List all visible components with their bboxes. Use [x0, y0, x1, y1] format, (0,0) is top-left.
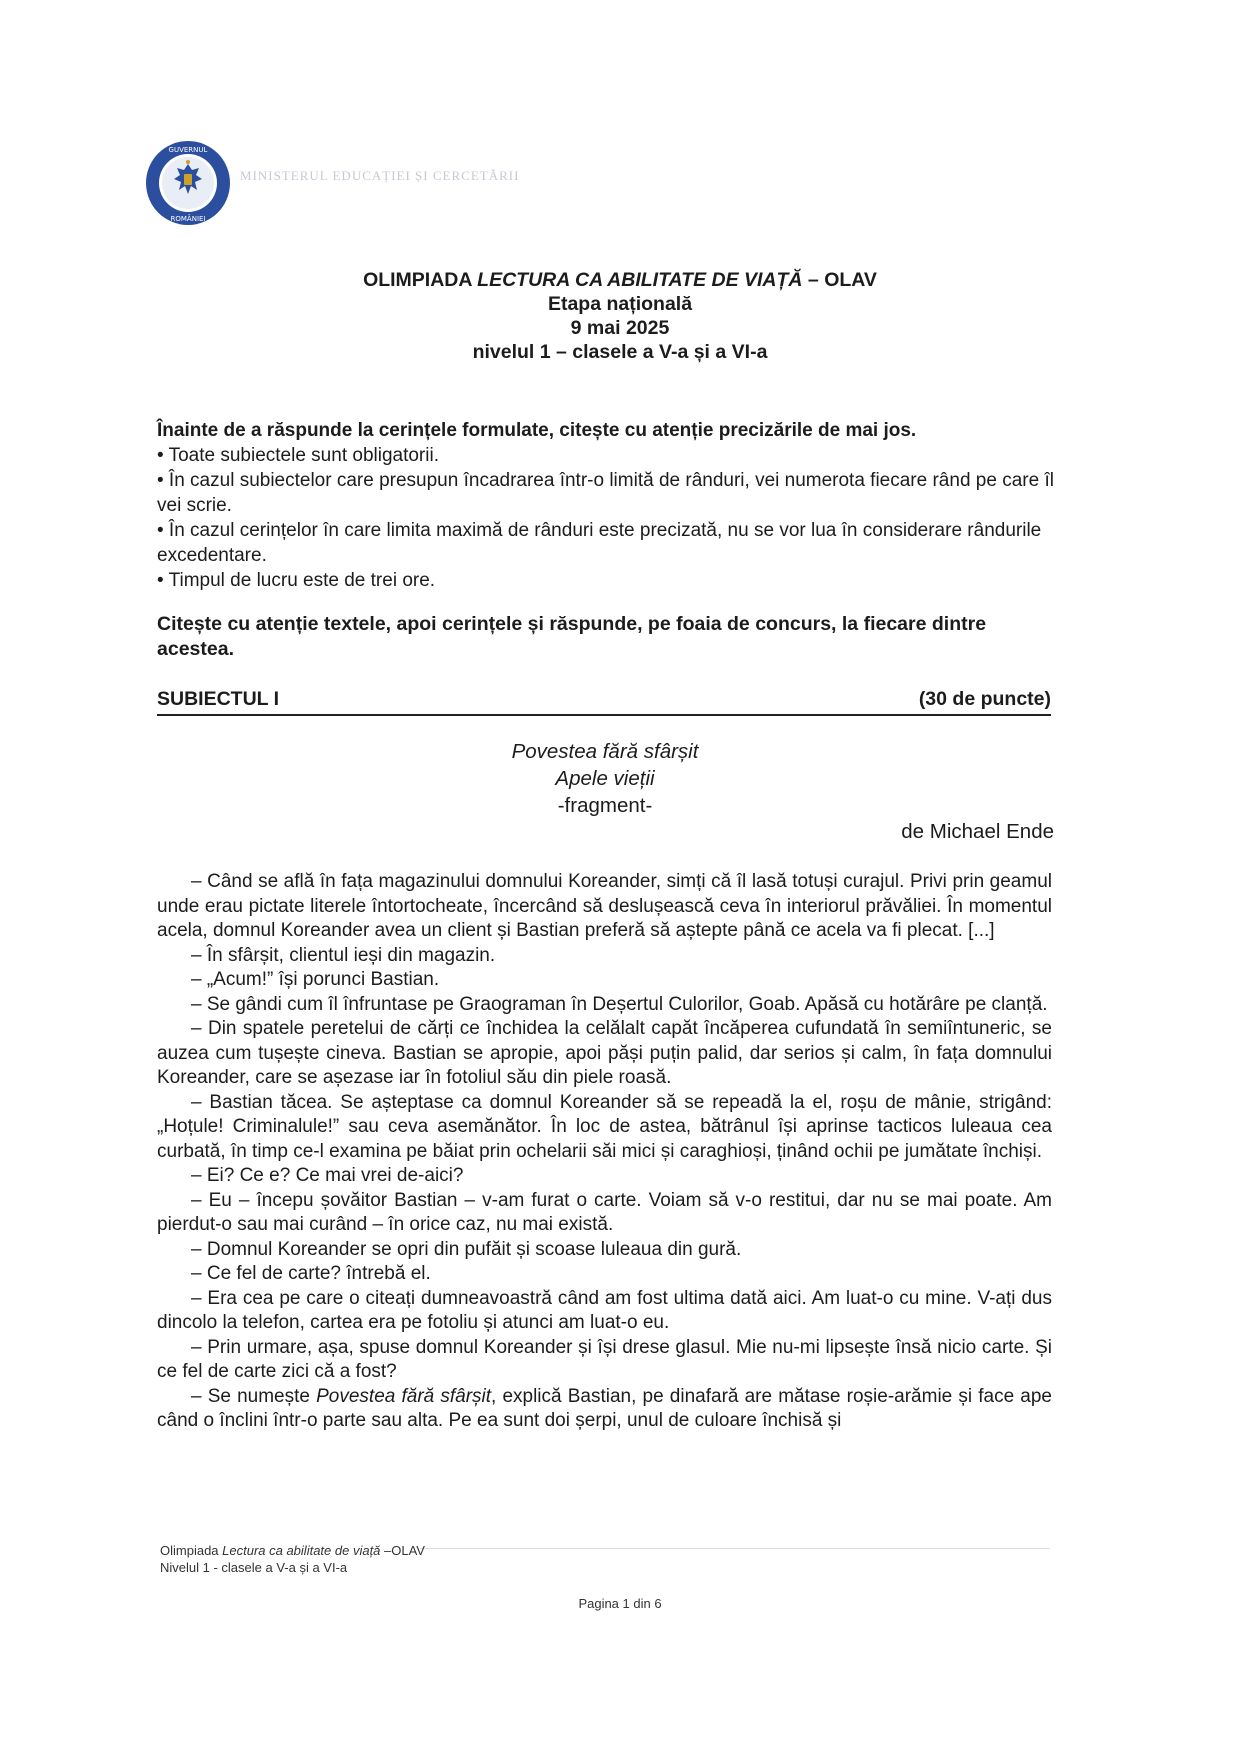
story-paragraph: – În sfârșit, clientul ieși din magazin.	[191, 944, 496, 966]
story-paragraph: – Bastian tăcea. Se așteptase ca domnul Koreander să se repeadă la el, roșu de mânie, strigând: „Hoțule! Criminalule!” sau ceva asemănător. În loc de astea, bătrânul își aprinse tacticos luleaua cea curbată, în timp ce-l examina pe băiat prin ochelarii săi mici și caraghioși, ținând ochii pe jumătate închiși.	[157, 1091, 1052, 1162]
level-title: nivelul 1 – clasele a V-a și a VI-a	[472, 341, 768, 363]
stage-title: Etapa națională	[547, 293, 693, 315]
footer-line-2: Nivelul 1 - clasele a V-a și a VI-a	[160, 1560, 348, 1575]
story-paragraph: – Domnul Koreander se opri din pufăit și scoase luleaua din gură.	[191, 1238, 742, 1260]
story-text	[157, 870, 1052, 1434]
instructions-intro: Înainte de a răspunde la cerințele formulate, citește cu atenție precizările de mai jos.	[157, 420, 917, 441]
subject-points: (30 de puncte)	[918, 688, 1051, 710]
instruction-item: • Toate subiectele sunt obligatorii.	[157, 445, 439, 466]
story-paragraph: – Ei? Ce e? Ce mai vrei de-aici?	[191, 1165, 464, 1186]
logo-text-bottom: ROMÂNIEI	[170, 215, 206, 223]
reading-call: Citește cu atenție textele, apoi cerințele și răspunde, pe foaia de concurs, la fiecare dintre acestea.	[157, 613, 987, 660]
story-paragraph: – Eu – începu șovăitor Bastian – v-am furat o carte. Voiam să v-o restitui, dar nu se mai poate. Am pierdut-o sau mai curând – în orice caz, nu mai există.	[157, 1189, 1052, 1235]
author: de Michael Ende	[901, 820, 1054, 843]
instruction-item: • În cazul subiectelor care presupun încadrarea într-o limită de rânduri, vei numerota fiecare rând pe care îl vei scrie.	[157, 470, 1054, 516]
story-paragraph: – „Acum!” își porunci Bastian.	[191, 969, 440, 990]
footer-info	[160, 1542, 425, 1576]
subject-header	[157, 688, 1051, 716]
page-number: Pagina 1 din 6	[578, 1596, 662, 1611]
subject-title: SUBIECTUL I	[157, 688, 280, 710]
government-seal-logo	[145, 140, 231, 226]
story-text-run: , explică Bastian, pe dinafară are mătase roșie-arămie și face ape când o înclini într-o parte sau alta. Pe ea sunt doi șerpi, unul de culoare închisă și	[157, 1385, 1052, 1431]
book-title: Povestea fără sfârșit	[511, 740, 699, 763]
story-paragraph: – Prin urmare, așa, spuse domnul Koreander și își drese glasul. Mie nu-mi lipsește însă nicio carte. Și ce fel de carte zici că a fost?	[157, 1336, 1052, 1382]
olympiad-title-prefix: OLIMPIADA	[363, 269, 478, 291]
footer-line-1-italic: Lectura ca abilitate de viață	[222, 1543, 381, 1558]
story-paragraph: – Ce fel de carte? întrebă el.	[191, 1263, 431, 1284]
footer-line-1-prefix: Olimpiada	[160, 1543, 223, 1558]
footer-line-1-suffix: –OLAV	[380, 1543, 425, 1558]
story-paragraph: – Când se află în fața magazinului domnului Koreander, simți că îl lasă totuși curajul. Privi prin geamul unde erau pictate literele întortocheate, încercând să deslușească ceva în interiorul prăvăliei. În momentul acela, domnul Koreander avea un client și Bastian preferă să aștepte până ce acela va fi plecat. [...]	[157, 871, 1052, 941]
instructions	[157, 418, 1057, 593]
text-title-block	[0, 738, 1210, 819]
story-paragraph: – Din spatele peretelui de cărți ce închidea la celălalt capăt încăperea cufundată în semiîntuneric, se auzea cum tușește cineva. Bastian se apropie, apoi păși puțin palid, dar serios și calm, în fața domnului Koreander, care se așezase iar în fotoliul său din piele roasă.	[157, 1018, 1052, 1088]
exam-date: 9 mai 2025	[570, 317, 670, 339]
footer-line-1	[160, 1542, 425, 1559]
olympiad-title	[0, 268, 1240, 292]
story-text-run: – Se numește	[191, 1385, 317, 1407]
chapter-title: Apele vieții	[555, 767, 655, 790]
instruction-item: • În cazul cerințelor în care limita maximă de rânduri este precizată, nu se vor lua în considerare rândurile excedentare.	[157, 520, 1042, 566]
olympiad-title-suffix: – OLAV	[802, 269, 877, 291]
ministry-name: MINISTERUL EDUCAȚIEI ȘI CERCETĂRII	[240, 168, 520, 183]
fragment-label: -fragment-	[557, 794, 653, 817]
logo-text-top: GUVERNUL	[168, 146, 208, 154]
story-paragraph: – Era cea pe care o citeați dumneavoastră când am fost ultima dată aici. Am luat-o cu mine. V-ați dus dincolo la telefon, cartea era pe fotoliu și atunci am luat-o eu.	[157, 1287, 1052, 1333]
olympiad-title-italic: LECTURA CA ABILITATE DE VIAȚĂ	[477, 269, 803, 291]
instruction-item: • Timpul de lucru este de trei ore.	[157, 570, 436, 591]
story-book-title: Povestea fără sfârșit	[316, 1385, 492, 1407]
story-paragraph: – Se gândi cum îl înfruntase pe Graograman în Deșertul Culorilor, Goab. Apăsă cu hotărâre pe clanță.	[191, 993, 1048, 1015]
title-block	[0, 268, 1240, 364]
story-paragraph	[157, 1385, 1052, 1434]
footer-divider	[420, 1548, 1050, 1549]
